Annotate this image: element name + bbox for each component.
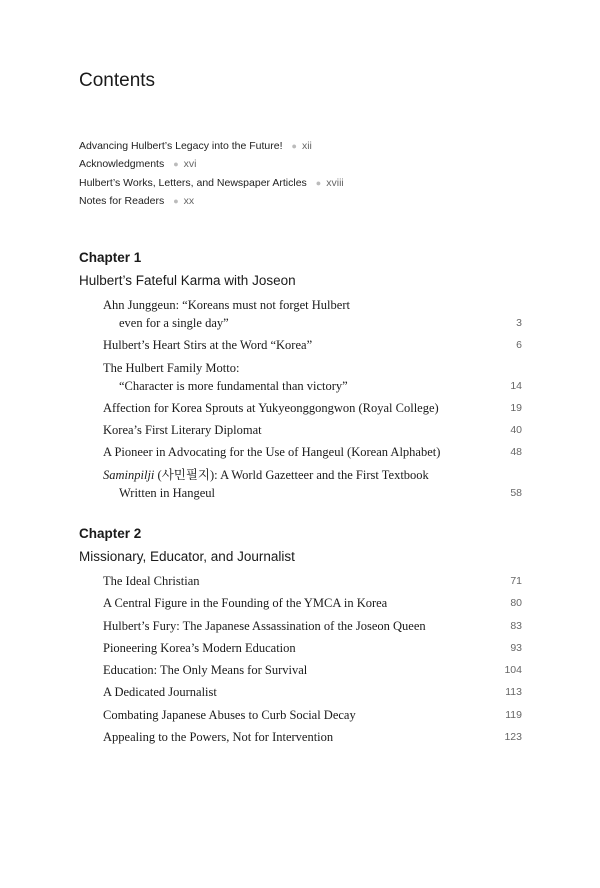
front-matter-item[interactable] (79, 174, 539, 192)
toc-entry[interactable] (79, 683, 524, 701)
front-matter-label: Advancing Hulbert’s Legacy into the Future! (79, 140, 283, 152)
toc-entry[interactable] (79, 639, 524, 657)
toc-entry[interactable] (79, 421, 524, 439)
entry-page: 14 (510, 379, 522, 392)
front-matter-list (79, 137, 539, 210)
dot-separator-icon: ● (291, 141, 297, 151)
toc-entry[interactable] (79, 399, 524, 417)
entry-title: The Ideal Christian (103, 574, 200, 588)
chapter-title: Missionary, Educator, and Journalist (79, 549, 295, 564)
entry-title: Affection for Korea Sprouts at Yukyeonggongwon (Royal College) (103, 400, 439, 415)
toc-entry[interactable] (79, 728, 524, 746)
toc-entry[interactable] (79, 617, 524, 635)
entry-title-continued: “Character is more fundamental than victory” (119, 378, 348, 393)
front-matter-item[interactable] (79, 192, 539, 210)
entry-title: Combating Japanese Abuses to Curb Social Decay (103, 707, 356, 722)
chapter-label: Chapter 1 (79, 250, 142, 265)
entry-page: 123 (504, 731, 522, 744)
toc-entry[interactable] (79, 466, 524, 502)
toc-entry[interactable] (79, 706, 524, 724)
entry-title-continued: even for a single day” (119, 316, 229, 330)
entry-title: Appealing to the Powers, Not for Intervention (103, 730, 334, 745)
chapter-1-section (79, 249, 524, 506)
toc-entry[interactable] (79, 443, 524, 461)
entry-title: Korea’s First Literary Diplomat (103, 423, 262, 438)
front-matter-label: Notes for Readers (79, 194, 165, 207)
chapter-label: Chapter 2 (79, 526, 142, 541)
entry-title: A Dedicated Journalist (103, 685, 217, 700)
entry-title: The Hulbert Family Motto: (103, 360, 240, 375)
entry-title: Hulbert’s Heart Stirs at the Word “Korea” (103, 338, 313, 353)
dot-separator-icon: ● (315, 177, 322, 188)
toc-entry[interactable] (79, 594, 524, 612)
page-title: Contents (79, 70, 156, 91)
entry-title: A Pioneer in Advocating for the Use of Hangeul (Korean Alphabet) (103, 445, 441, 460)
entry-title: Hulbert’s Fury: The Japanese Assassination of the Joseon Queen (103, 618, 426, 633)
entry-page: 80 (510, 597, 522, 610)
dot-separator-icon: ● (173, 159, 179, 170)
entry-page: 119 (505, 708, 522, 721)
front-matter-label: Acknowledgments (79, 158, 165, 171)
toc-entry[interactable] (79, 336, 524, 354)
entry-page: 58 (510, 486, 522, 499)
entry-page: 40 (510, 424, 522, 437)
front-matter-item[interactable] (79, 137, 539, 155)
front-matter-page: xvi (183, 158, 197, 171)
entry-title: Pioneering Korea’s Modern Education (103, 640, 296, 655)
chapter-2-section (79, 525, 524, 750)
entry-title-continued: Written in Hangeul (119, 485, 215, 500)
entry-page: 6 (516, 339, 522, 352)
toc-entry[interactable] (79, 359, 524, 395)
entry-title: Ahn Junggeun: “Koreans must not forget Hulbert (103, 298, 350, 312)
front-matter-item[interactable] (79, 155, 539, 173)
front-matter-page: xii (301, 140, 312, 152)
chapter-entries (79, 572, 524, 746)
entry-title: (사민필지): A World Gazetteer and the First Textbook (154, 467, 429, 482)
front-matter-page: xx (183, 194, 195, 207)
chapter-title: Hulbert’s Fateful Karma with Joseon (79, 273, 296, 288)
front-matter-label: Hulbert’s Works, Letters, and Newspaper Articles (79, 176, 307, 189)
entry-title-italic: Saminpilji (103, 467, 155, 482)
entry-page: 104 (504, 664, 522, 677)
entry-title: Education: The Only Means for Survival (103, 663, 308, 678)
chapter-entries (79, 296, 524, 502)
toc-entry[interactable] (79, 661, 524, 679)
entry-page: 113 (505, 686, 522, 699)
entry-page: 19 (510, 401, 522, 414)
entry-page: 48 (510, 446, 522, 459)
dot-separator-icon: ● (173, 195, 179, 206)
entry-page: 83 (510, 619, 522, 632)
toc-entry[interactable] (79, 296, 524, 332)
entry-page: 71 (510, 575, 522, 587)
entry-page: 93 (510, 641, 522, 654)
front-matter-page: xviii (326, 176, 344, 189)
entry-title: A Central Figure in the Founding of the YMCA in Korea (103, 596, 388, 611)
entry-page: 3 (516, 317, 522, 329)
toc-entry[interactable] (79, 572, 524, 590)
